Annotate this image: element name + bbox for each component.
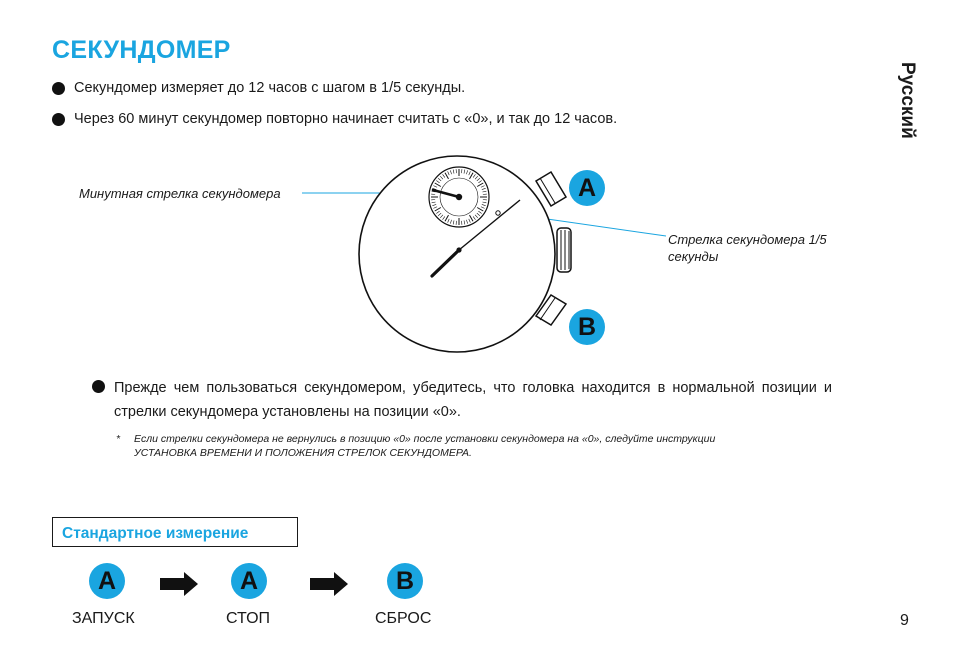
step-start-button-icon: A	[89, 563, 125, 599]
check-paragraph	[92, 376, 832, 424]
second-hand-pivot	[456, 247, 461, 252]
second-hand-callout-line2: секунды	[668, 249, 719, 264]
minute-hand-callout: Минутная стрелка секундомера	[79, 186, 281, 201]
step-start-label: ЗАПУСК	[72, 610, 135, 627]
second-hand-callout-line1: Стрелка секундомера 1/5	[668, 232, 827, 247]
step-stop-button-icon: A	[231, 563, 267, 599]
crown-icon	[557, 228, 571, 272]
language-tab: Русский	[897, 62, 918, 139]
footnote-line1: Если стрелки секундомера не вернулись в позицию «0» после установки секундомера на «0», следуйте инструкции	[134, 433, 716, 445]
footnote	[116, 432, 806, 460]
button-b-badge: B	[569, 309, 605, 345]
footnote-line2: УСТАНОВКА ВРЕМЕНИ И ПОЛОЖЕНИЯ СТРЕЛОК СЕКУНДОМЕРА.	[134, 447, 472, 459]
footnote-marker: *	[116, 433, 121, 445]
arrow-right-icon	[310, 572, 350, 596]
step-reset-button-icon: B	[387, 563, 423, 599]
intro-bullet-text: Секундомер измеряет до 12 часов с шагом в 1/5 секунды.	[74, 80, 466, 96]
section-title: Стандартное измерение	[52, 517, 298, 547]
button-a-badge: A	[569, 170, 605, 206]
page-title: СЕКУНДОМЕР	[52, 36, 231, 64]
bullet-dot-icon	[92, 380, 105, 393]
check-paragraph-text: Прежде чем пользоваться секундомером, убедитесь, что головка находится в нормальной позиции и стрелки секундомера установлены на позиции «0».	[114, 380, 832, 420]
second-hand-callout	[668, 231, 827, 265]
minute-hand-pivot	[456, 194, 462, 200]
page-number: 9	[900, 612, 909, 629]
intro-bullet-text: Через 60 минут секундомер повторно начинает считать с «0», и так до 12 часов.	[74, 111, 618, 127]
step-stop-label: СТОП	[226, 610, 271, 627]
step-reset-label: СБРОС	[375, 610, 432, 627]
arrow-right-icon	[160, 572, 200, 596]
pusher-a-icon	[536, 172, 566, 206]
